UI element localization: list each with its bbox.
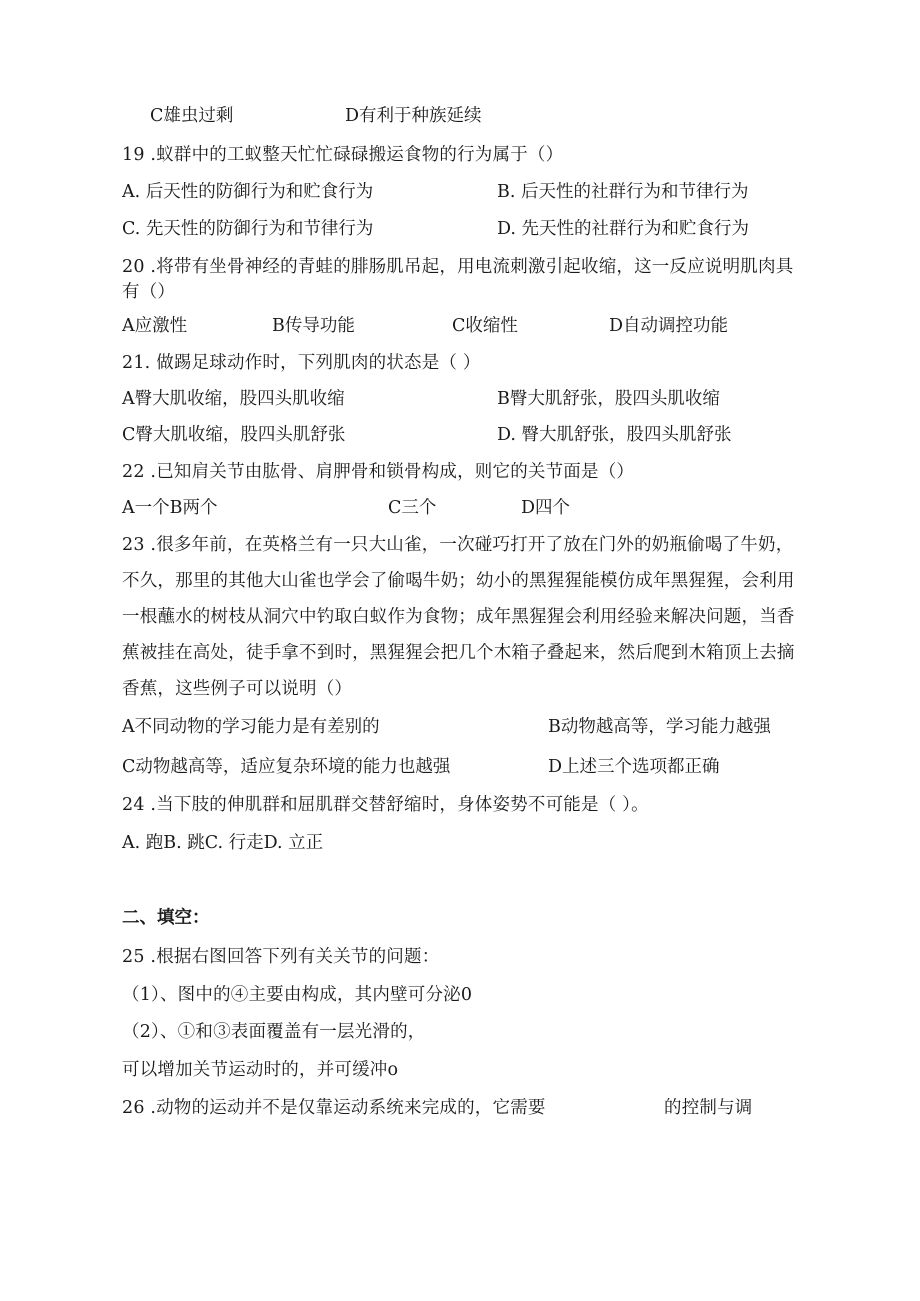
q19-option-b: B. 后天性的社群行为和节律行为 xyxy=(497,182,749,202)
q23-option-d: D上述三个选项都正确 xyxy=(548,757,720,777)
q20-stem-line-2: 有（） xyxy=(122,282,176,302)
q22-stem: 22 .已知肩关节由肱骨、肩胛骨和锁骨构成，则它的关节面是（） xyxy=(122,462,635,482)
q26-stem-start: 26 .动物的运动并不是仅靠运动系统来完成的，它需要 xyxy=(122,1098,546,1118)
q19-stem: 19 .蚁群中的工蚁整天忙忙碌碌搬运食物的行为属于（） xyxy=(122,145,564,165)
q26-stem-end: 的控制与调 xyxy=(664,1098,753,1118)
q19-option-a: A. 后天性的防御行为和贮食行为 xyxy=(122,182,374,202)
q23-line-5: 香蕉，这些例子可以说明（） xyxy=(122,679,353,699)
q21-stem: 21. 做踢足球动作时，下列肌肉的状态是（ ） xyxy=(122,353,481,373)
q25-sub-2: （2）、①和③表面覆盖有一层光滑的， xyxy=(122,1022,426,1042)
q25-stem: 25 .根据右图回答下列有关关节的问题： xyxy=(122,947,440,967)
q22-option-d: D四个 xyxy=(521,498,571,518)
q20-option-d: D自动调控功能 xyxy=(609,316,729,336)
q21-option-c: C臀大肌收缩，股四头肌舒张 xyxy=(122,425,346,445)
q23-line-3: 一根蘸水的树枝从洞穴中钓取白蚁作为食物；成年黑猩猩会利用经验来解决问题，当香 xyxy=(122,607,795,627)
q23-line-4: 蕉被挂在高处，徒手拿不到时，黑猩猩会把几个木箱子叠起来，然后爬到木箱顶上去摘 xyxy=(122,643,795,663)
q23-option-a: A不同动物的学习能力是有差别的 xyxy=(122,717,380,737)
q22-option-ab: A一个B两个 xyxy=(122,498,218,518)
q23-option-b: B动物越高等，学习能力越强 xyxy=(548,717,771,737)
q18-option-c: C雄虫过剩 xyxy=(150,106,234,126)
q21-option-d: D. 臀大肌舒张，股四头肌舒张 xyxy=(497,425,732,445)
q22-option-c: C三个 xyxy=(388,498,437,518)
q19-option-d: D. 先天性的社群行为和贮食行为 xyxy=(497,219,750,239)
q20-option-a: A应激性 xyxy=(122,316,188,336)
section-title-fill-in: 二、填空： xyxy=(122,908,210,928)
q20-stem-line-1: 20 .将带有坐骨神经的青蛙的腓肠肌吊起，用电流刺激引起收缩，这一反应说明肌肉具 xyxy=(122,257,794,277)
q23-line-2: 不久，那里的其他大山雀也学会了偷喝牛奶；幼小的黑猩猩能模仿成年黑猩猩，会利用 xyxy=(122,571,795,591)
q21-option-b: B臀大肌舒张，股四头肌收缩 xyxy=(497,389,720,409)
q19-option-c: C. 先天性的防御行为和节律行为 xyxy=(122,219,374,239)
q21-option-a: A臀大肌收缩，股四头肌收缩 xyxy=(122,389,345,409)
q24-options: A. 跑B. 跳C. 行走D. 立正 xyxy=(122,833,324,853)
q20-option-b: B传导功能 xyxy=(272,316,355,336)
q24-stem: 24 .当下肢的伸肌群和屈肌群交替舒缩时，身体姿势不可能是（ ）。 xyxy=(122,795,649,815)
q23-option-c: C动物越高等，适应复杂环境的能力也越强 xyxy=(122,757,451,777)
q18-option-d: D有利于种族延续 xyxy=(345,106,482,126)
q25-sub-1: （1）、图中的④主要由构成，其内壁可分泌0 xyxy=(122,985,473,1005)
q20-option-c: C收缩性 xyxy=(452,316,518,336)
q25-sub-2-continued: 可以增加关节运动时的，并可缓冲o xyxy=(122,1060,399,1080)
q23-line-1: 23 .很多年前，在英格兰有一只大山雀，一次碰巧打开了放在门外的奶瓶偷喝了牛奶， xyxy=(122,535,794,555)
